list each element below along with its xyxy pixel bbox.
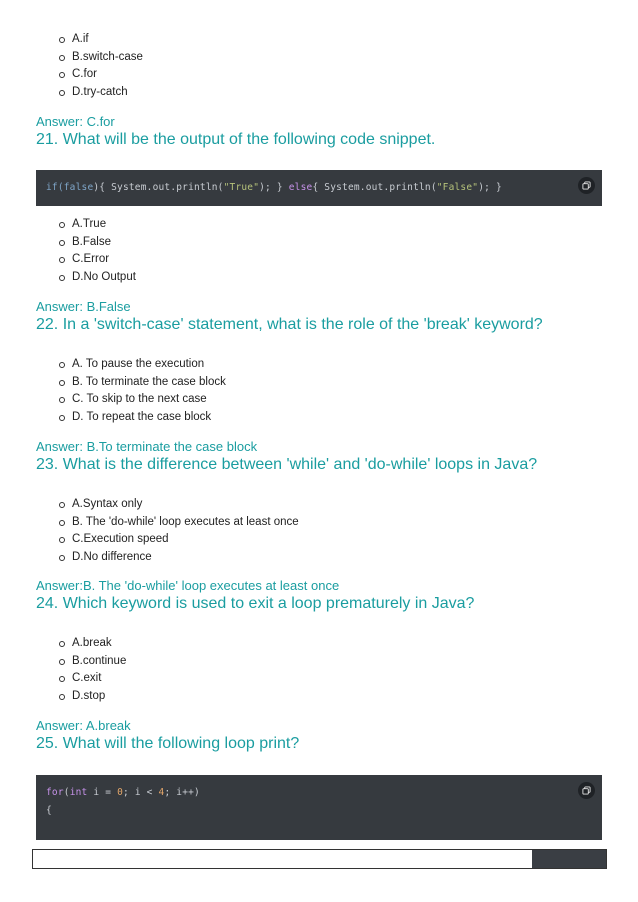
- option-item: B.continue: [58, 653, 126, 671]
- option-item: C.Execution speed: [58, 531, 299, 549]
- q21-code-block: [36, 170, 602, 206]
- option-item: A.True: [58, 216, 136, 234]
- option-item: B.switch-case: [58, 49, 143, 67]
- q23-options: [58, 496, 299, 566]
- option-item: C. To skip to the next case: [58, 391, 226, 409]
- option-item: B. The 'do-while' loop executes at least once: [58, 514, 299, 532]
- option-item: D.No difference: [58, 549, 299, 567]
- q24-options: [58, 635, 126, 705]
- q24-answer: Answer: A.break: [36, 718, 131, 733]
- option-item: A.if: [58, 31, 143, 49]
- copy-button[interactable]: [578, 782, 595, 799]
- q23-question: 23. What is the difference between 'while' and 'do-while' loops in Java?: [36, 456, 538, 473]
- copy-icon: [582, 181, 591, 190]
- option-item: C.for: [58, 66, 143, 84]
- code-line: {: [46, 805, 52, 816]
- q21-question: 21. What will be the output of the following code snippet.: [36, 131, 436, 148]
- code-line: for(int i = 0; i < 4; i++): [46, 787, 200, 798]
- option-item: A.Syntax only: [58, 496, 299, 514]
- bottom-bar: [32, 849, 607, 869]
- q21-answer: Answer: B.False: [36, 299, 131, 314]
- option-item: C.Error: [58, 251, 136, 269]
- q25-code-block: [36, 775, 602, 840]
- code-line: if(false){ System.out.println("True"); } else{ System.out.println("False"); }: [46, 182, 502, 193]
- option-item: B. To terminate the case block: [58, 374, 226, 392]
- option-item: B.False: [58, 234, 136, 252]
- option-item: A.break: [58, 635, 126, 653]
- option-item: D.stop: [58, 688, 126, 706]
- option-item: D.try-catch: [58, 84, 143, 102]
- q24-question: 24. Which keyword is used to exit a loop prematurely in Java?: [36, 595, 475, 612]
- q23-answer: Answer:B. The 'do-while' loop executes at least once: [36, 578, 340, 593]
- option-item: C.exit: [58, 670, 126, 688]
- copy-icon: [582, 786, 591, 795]
- q25-question: 25. What will the following loop print?: [36, 735, 300, 752]
- option-item: A. To pause the execution: [58, 356, 226, 374]
- option-item: D. To repeat the case block: [58, 409, 226, 427]
- q22-question: 22. In a 'switch-case' statement, what is the role of the 'break' keyword?: [36, 316, 543, 333]
- bottom-bar-dark-segment: [532, 850, 606, 868]
- copy-button[interactable]: [578, 177, 595, 194]
- option-item: D.No Output: [58, 269, 136, 287]
- q22-answer: Answer: B.To terminate the case block: [36, 439, 258, 454]
- q20-options: [58, 31, 143, 101]
- q20-answer: Answer: C.for: [36, 114, 115, 129]
- q22-options: [58, 356, 226, 426]
- q21-options: [58, 216, 136, 286]
